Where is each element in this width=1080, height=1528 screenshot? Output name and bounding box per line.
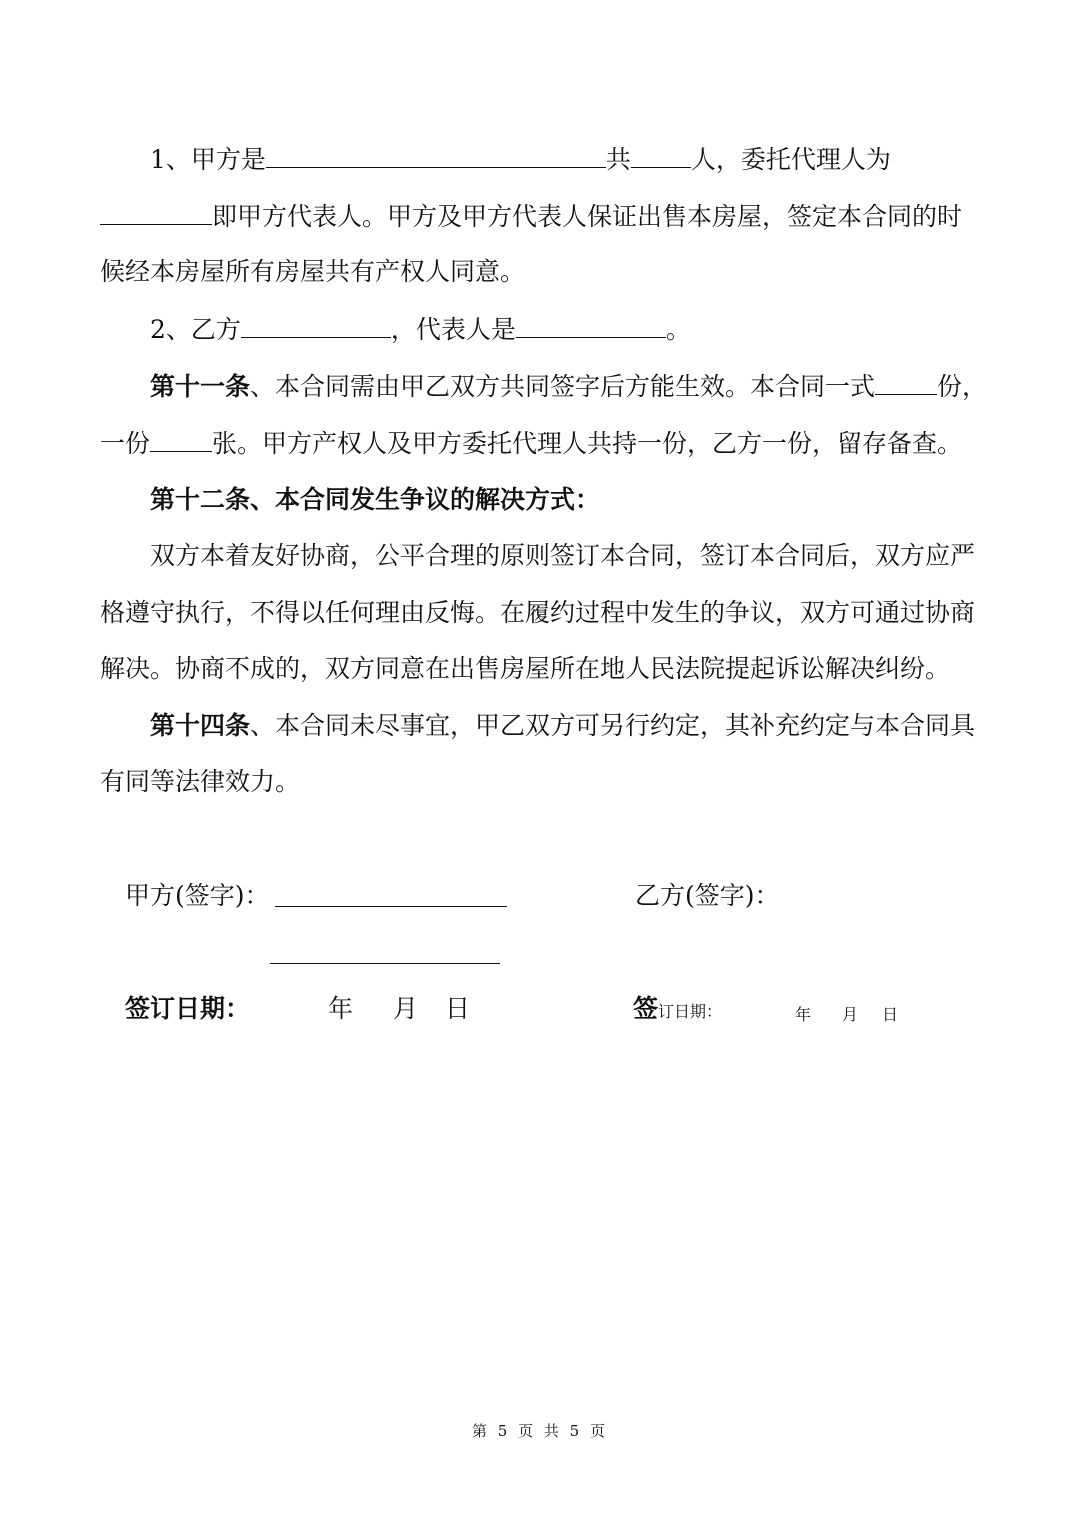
- clause-12-para-3: 解决。协商不成的，双方同意在出售房屋所在地人民法院提起诉讼解决纠纷。: [100, 654, 951, 683]
- date-label-b: [633, 993, 722, 1028]
- date-label-a: 签订日期：: [125, 994, 251, 1023]
- party-a-signature-line[interactable]: [275, 906, 507, 907]
- date-label-b-big: 签: [633, 994, 659, 1023]
- clause-11-yifen: 一份: [100, 429, 151, 458]
- date-year-b: 年: [795, 1005, 812, 1024]
- clause-1-line-2: [100, 200, 962, 233]
- clause-2-end: 。: [665, 315, 691, 344]
- clause-11-fen: 份，: [937, 372, 988, 401]
- clause-1-prefix: 1、甲方是: [150, 145, 266, 174]
- clause-2: [150, 313, 691, 346]
- party-a-signature-label: 甲方(签字)：: [125, 881, 270, 910]
- sheets-count-blank[interactable]: [150, 427, 212, 452]
- copies-count-blank[interactable]: [875, 370, 937, 395]
- clause-1-gong: 共: [605, 145, 631, 174]
- agent-name-blank[interactable]: [100, 200, 212, 225]
- clause-12-para-1: 双方本着友好协商，公平合理的原则签订本合同，签订本合同后，双方应严: [150, 541, 976, 570]
- clause-14-line-2: 有同等法律效力。: [100, 767, 301, 796]
- clause-14-text: 、本合同未尽事宜，甲乙双方可另行约定，其补充约定与本合同具: [250, 711, 976, 740]
- clause-11-text: 、本合同需由甲乙双方共同签字后方能生效。本合同一式: [250, 372, 876, 401]
- clause-11-heading: 第十一条: [150, 372, 251, 401]
- date-day-b: 日: [882, 1005, 899, 1024]
- date-month-b: 月: [842, 1005, 859, 1024]
- party-b-name-blank[interactable]: [241, 313, 391, 338]
- clause-1-line-1: [150, 143, 891, 176]
- clause-2-prefix: 2、乙方: [150, 315, 241, 344]
- clause-1-line-2-text: 即甲方代表人。甲方及甲方代表人保证出售本房屋，签定本合同的时: [212, 202, 963, 231]
- date-day-a: 日: [445, 994, 471, 1023]
- date-year-a: 年: [328, 994, 354, 1023]
- clause-1-line-3: 候经本房屋所有房屋共有产权人同意。: [100, 257, 526, 286]
- party-a-signature-line-2[interactable]: [270, 963, 500, 964]
- party-a-count-blank[interactable]: [631, 143, 691, 168]
- party-a-name-blank[interactable]: [266, 143, 606, 168]
- date-month-a: 月: [393, 994, 419, 1023]
- page-footer: 第 5 页 共 5 页: [472, 1422, 608, 1440]
- clause-14-heading: 第十四条: [150, 711, 251, 740]
- date-label-b-small: 订日期：: [658, 1002, 723, 1021]
- clause-11-line-2: [100, 427, 962, 460]
- clause-12-para-2: 格遵守执行，不得以任何理由反悔。在履约过程中发生的争议，双方可通过协商: [100, 598, 976, 627]
- clause-1-agent: 人，委托代理人为: [690, 145, 891, 174]
- party-b-signature-label: 乙方(签字)：: [635, 881, 780, 910]
- clause-2-mid: ，代表人是: [390, 315, 516, 344]
- party-b-rep-blank[interactable]: [516, 313, 666, 338]
- clause-12-heading: 第十二条、本合同发生争议的解决方式：: [150, 485, 601, 514]
- clause-11-line-1: [150, 370, 987, 403]
- clause-14-line-1: [150, 710, 975, 742]
- clause-11-rest: 张。甲方产权人及甲方委托代理人共持一份，乙方一份，留存备查。: [212, 429, 963, 458]
